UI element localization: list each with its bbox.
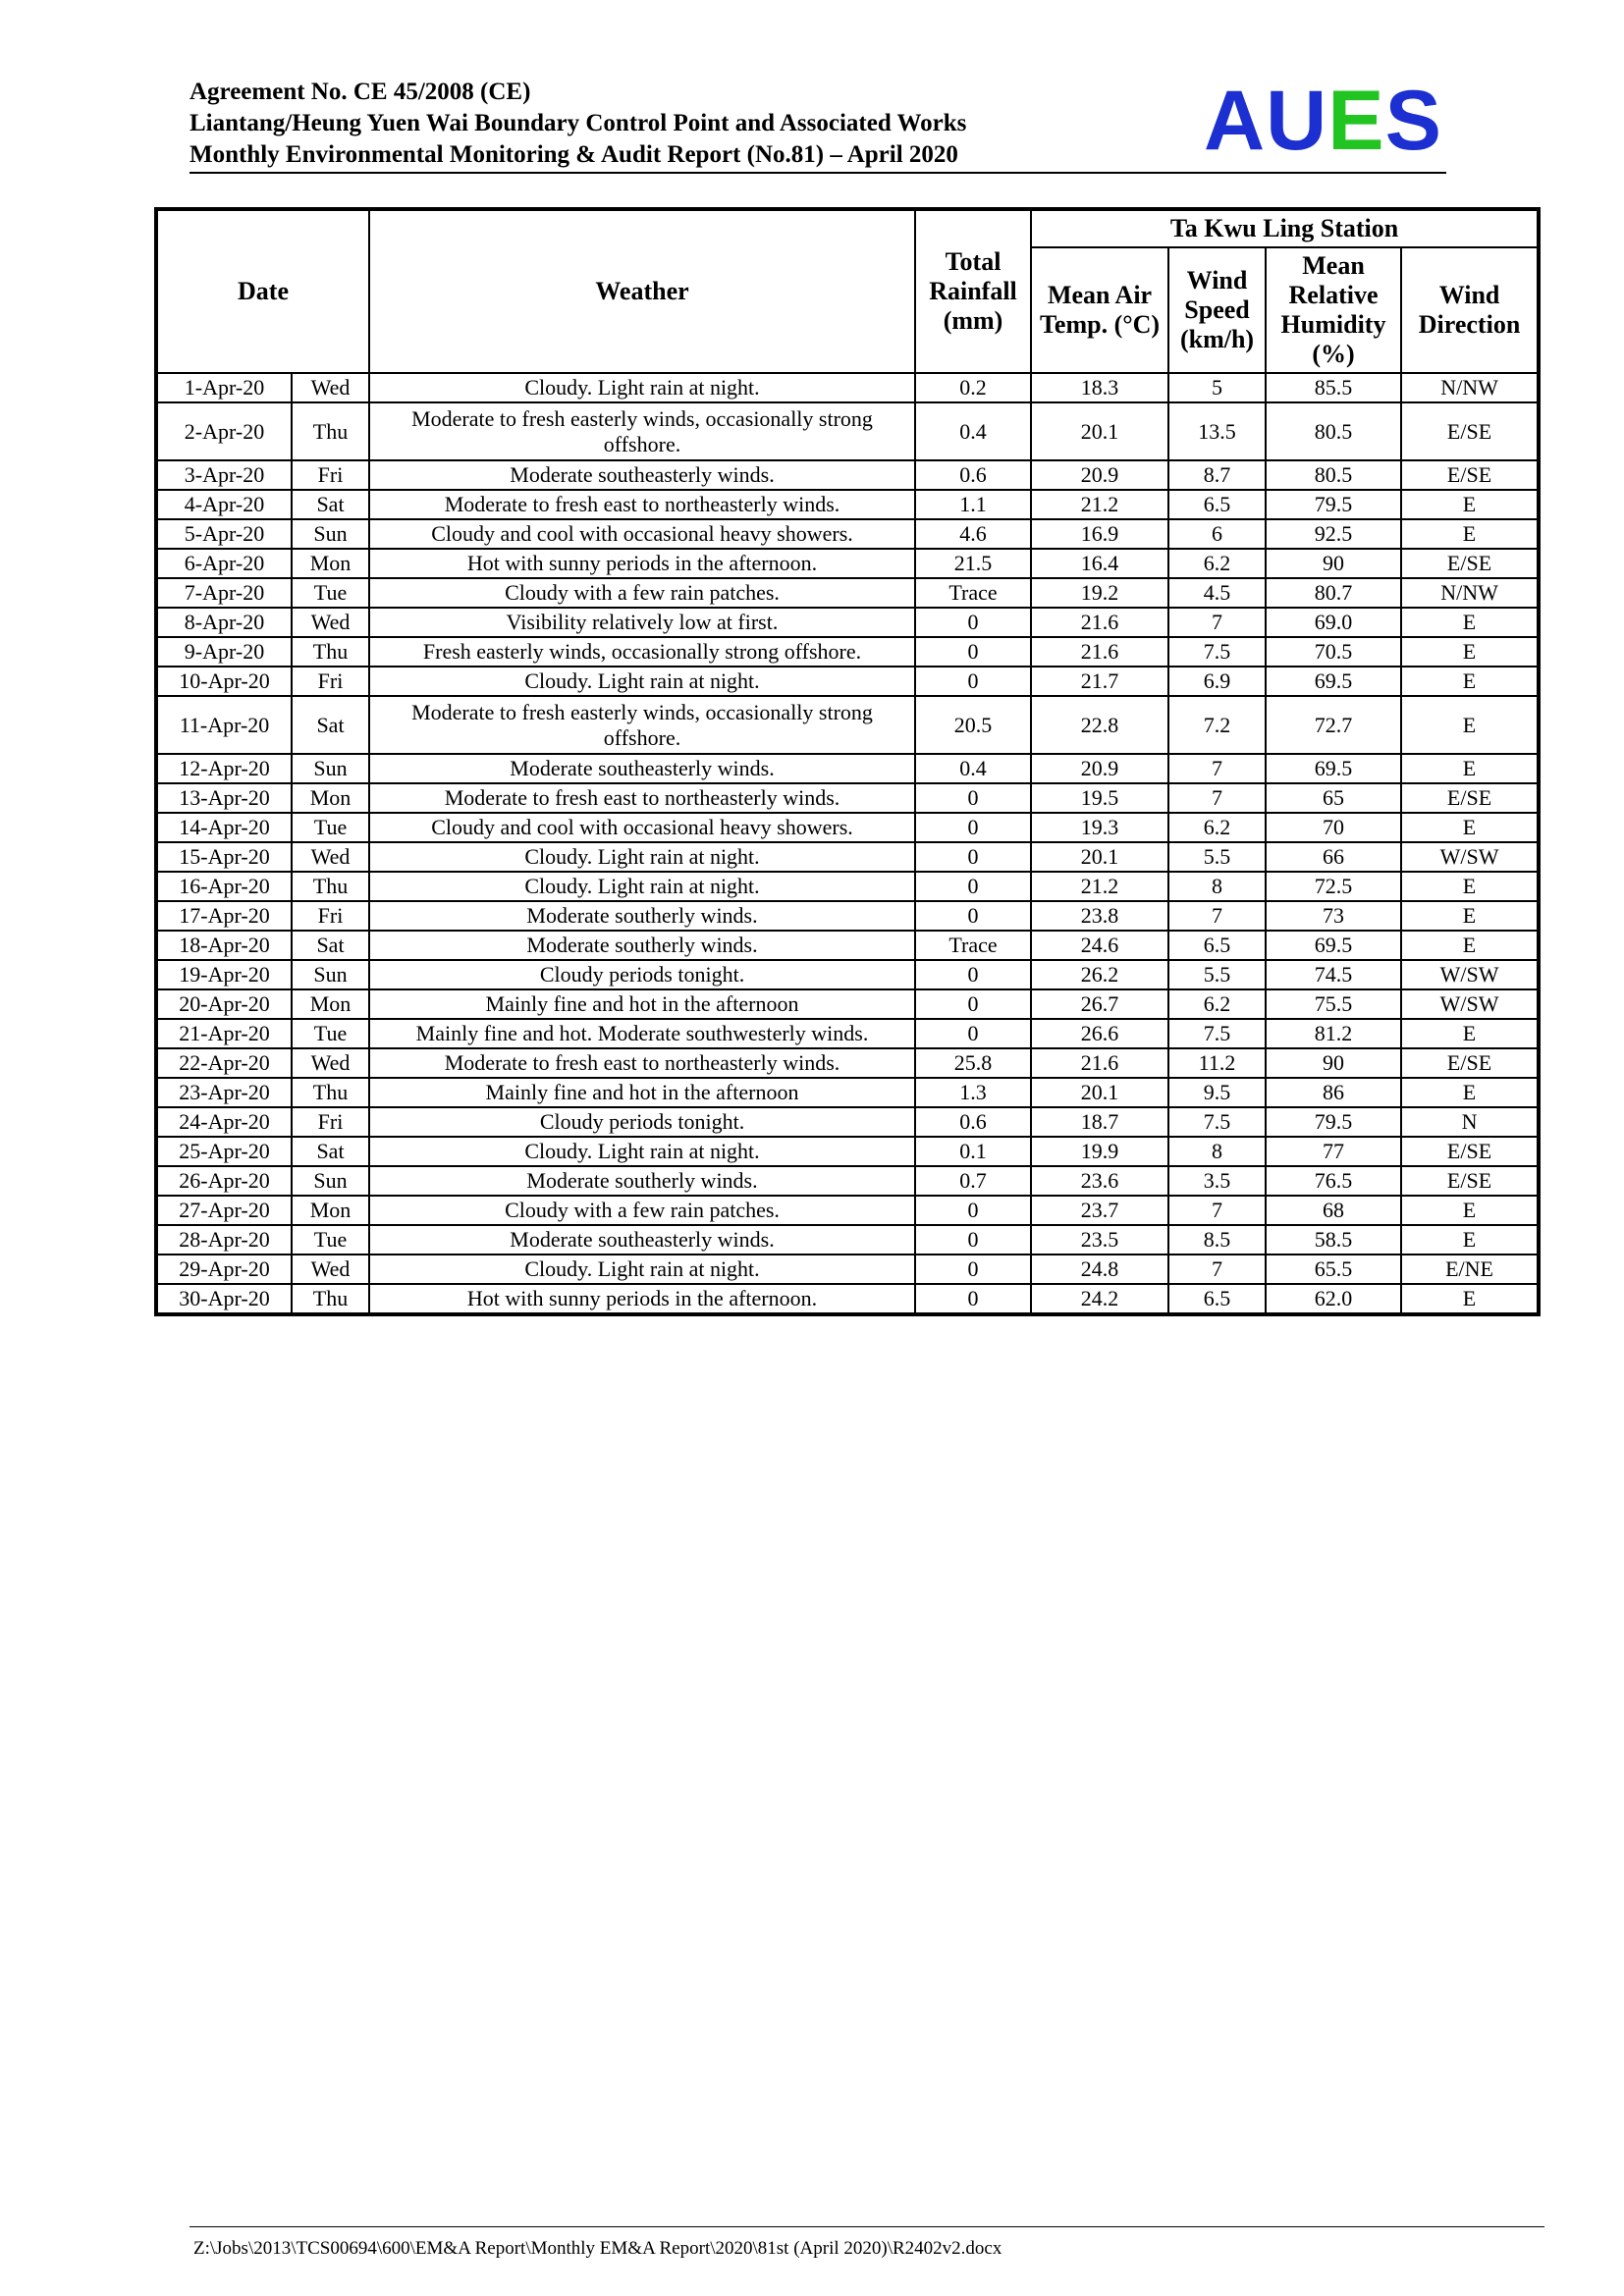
weather-cell: Moderate southerly winds. <box>369 1166 915 1196</box>
day-cell: Tue <box>292 1225 369 1255</box>
rainfall-cell: 0 <box>915 1225 1031 1255</box>
table-row <box>156 490 1539 519</box>
table-row <box>156 1196 1539 1225</box>
rainfall-cell: Trace <box>915 931 1031 960</box>
date-cell: 10-Apr-20 <box>156 667 292 696</box>
report-title: Monthly Environmental Monitoring & Audit Report (No.81) – April 2020 <box>189 141 958 168</box>
wind-speed-cell: 7 <box>1168 1255 1266 1284</box>
date-cell: 18-Apr-20 <box>156 931 292 960</box>
wind-speed-cell: 7 <box>1168 901 1266 931</box>
table-row <box>156 1078 1539 1107</box>
humidity-cell: 80.7 <box>1266 578 1401 608</box>
file-path: Z:\Jobs\2013\TCS00694\600\EM&A Report\Monthly EM&A Report\2020\81st (April 2020)\R2402v2.docx <box>193 2238 1002 2259</box>
humidity-cell: 80.5 <box>1266 460 1401 490</box>
day-cell: Wed <box>292 373 369 402</box>
wind-speed-cell: 5 <box>1168 373 1266 402</box>
rainfall-cell: 0 <box>915 1019 1031 1048</box>
date-cell: 29-Apr-20 <box>156 1255 292 1284</box>
weather-cell: Cloudy periods tonight. <box>369 960 915 989</box>
header-wind-direction: Wind Direction <box>1401 247 1539 373</box>
table-row <box>156 460 1539 490</box>
wind-speed-cell: 3.5 <box>1168 1166 1266 1196</box>
temp-cell: 21.6 <box>1031 1048 1168 1078</box>
table-row <box>156 989 1539 1019</box>
rainfall-cell: 0.6 <box>915 460 1031 490</box>
wind-speed-cell: 8 <box>1168 872 1266 901</box>
wind-speed-cell: 6.2 <box>1168 549 1266 578</box>
aues-logo: AUES <box>1204 74 1442 168</box>
wind-speed-cell: 7.2 <box>1168 696 1266 754</box>
date-cell: 25-Apr-20 <box>156 1137 292 1166</box>
day-cell: Tue <box>292 578 369 608</box>
table-row <box>156 931 1539 960</box>
day-cell: Tue <box>292 1019 369 1048</box>
humidity-cell: 74.5 <box>1266 960 1401 989</box>
wind-direction-cell: E <box>1401 1019 1539 1048</box>
wind-speed-cell: 7 <box>1168 783 1266 813</box>
wind-direction-cell: E <box>1401 813 1539 842</box>
wind-direction-cell: E <box>1401 667 1539 696</box>
wind-direction-cell: N/NW <box>1401 373 1539 402</box>
weather-cell: Cloudy with a few rain patches. <box>369 578 915 608</box>
table-row <box>156 1107 1539 1137</box>
wind-speed-cell: 4.5 <box>1168 578 1266 608</box>
day-cell: Mon <box>292 989 369 1019</box>
humidity-cell: 80.5 <box>1266 402 1401 460</box>
table-body <box>156 373 1539 1314</box>
humidity-cell: 85.5 <box>1266 373 1401 402</box>
rainfall-cell: 0 <box>915 1284 1031 1314</box>
wind-speed-cell: 13.5 <box>1168 402 1266 460</box>
date-cell: 11-Apr-20 <box>156 696 292 754</box>
rainfall-cell: Trace <box>915 578 1031 608</box>
temp-cell: 21.6 <box>1031 608 1168 637</box>
header-station: Ta Kwu Ling Station <box>1031 209 1539 247</box>
rainfall-cell: 0.6 <box>915 1107 1031 1137</box>
footer-rule <box>189 2226 1544 2227</box>
wind-speed-cell: 7 <box>1168 1196 1266 1225</box>
wind-speed-cell: 6.2 <box>1168 813 1266 842</box>
table-row <box>156 667 1539 696</box>
date-cell: 14-Apr-20 <box>156 813 292 842</box>
rainfall-cell: 0.1 <box>915 1137 1031 1166</box>
weather-cell: Cloudy. Light rain at night. <box>369 872 915 901</box>
table-row <box>156 402 1539 460</box>
day-cell: Mon <box>292 783 369 813</box>
weather-cell: Cloudy. Light rain at night. <box>369 667 915 696</box>
wind-direction-cell: E <box>1401 696 1539 754</box>
temp-cell: 20.1 <box>1031 842 1168 872</box>
header-rule <box>189 172 1446 174</box>
humidity-cell: 70.5 <box>1266 637 1401 667</box>
temp-cell: 26.2 <box>1031 960 1168 989</box>
weather-cell: Moderate to fresh easterly winds, occasionally strong offshore. <box>369 696 915 754</box>
weather-cell: Cloudy. Light rain at night. <box>369 1137 915 1166</box>
rainfall-cell: 0.4 <box>915 754 1031 783</box>
weather-table <box>154 207 1541 1316</box>
temp-cell: 21.2 <box>1031 872 1168 901</box>
wind-speed-cell: 8 <box>1168 1137 1266 1166</box>
weather-cell: Moderate to fresh easterly winds, occasionally strong offshore. <box>369 402 915 460</box>
humidity-cell: 79.5 <box>1266 1107 1401 1137</box>
rainfall-cell: 0 <box>915 901 1031 931</box>
humidity-cell: 65.5 <box>1266 1255 1401 1284</box>
humidity-cell: 65 <box>1266 783 1401 813</box>
day-cell: Sat <box>292 931 369 960</box>
date-cell: 26-Apr-20 <box>156 1166 292 1196</box>
wind-speed-cell: 6.9 <box>1168 667 1266 696</box>
rainfall-cell: 0 <box>915 783 1031 813</box>
header-rainfall: Total Rainfall (mm) <box>915 209 1031 373</box>
date-cell: 9-Apr-20 <box>156 637 292 667</box>
date-cell: 20-Apr-20 <box>156 989 292 1019</box>
rainfall-cell: 0.7 <box>915 1166 1031 1196</box>
table-row <box>156 519 1539 549</box>
weather-cell: Cloudy. Light rain at night. <box>369 842 915 872</box>
wind-speed-cell: 6.2 <box>1168 989 1266 1019</box>
wind-direction-cell: E <box>1401 490 1539 519</box>
date-cell: 1-Apr-20 <box>156 373 292 402</box>
day-cell: Sun <box>292 754 369 783</box>
header-temp: Mean Air Temp. (°C) <box>1031 247 1168 373</box>
wind-direction-cell: E <box>1401 637 1539 667</box>
temp-cell: 22.8 <box>1031 696 1168 754</box>
wind-direction-cell: E/SE <box>1401 783 1539 813</box>
temp-cell: 19.3 <box>1031 813 1168 842</box>
wind-direction-cell: E/SE <box>1401 402 1539 460</box>
day-cell: Sun <box>292 960 369 989</box>
date-cell: 2-Apr-20 <box>156 402 292 460</box>
humidity-cell: 90 <box>1266 549 1401 578</box>
wind-speed-cell: 5.5 <box>1168 960 1266 989</box>
rainfall-cell: 0 <box>915 637 1031 667</box>
date-cell: 27-Apr-20 <box>156 1196 292 1225</box>
day-cell: Mon <box>292 549 369 578</box>
humidity-cell: 69.5 <box>1266 754 1401 783</box>
table-row <box>156 783 1539 813</box>
weather-cell: Cloudy and cool with occasional heavy showers. <box>369 813 915 842</box>
temp-cell: 20.1 <box>1031 402 1168 460</box>
day-cell: Wed <box>292 1255 369 1284</box>
day-cell: Thu <box>292 872 369 901</box>
weather-cell: Moderate southerly winds. <box>369 931 915 960</box>
day-cell: Fri <box>292 901 369 931</box>
wind-direction-cell: E <box>1401 1284 1539 1314</box>
day-cell: Thu <box>292 1284 369 1314</box>
day-cell: Mon <box>292 1196 369 1225</box>
temp-cell: 24.6 <box>1031 931 1168 960</box>
rainfall-cell: 0 <box>915 842 1031 872</box>
day-cell: Sun <box>292 1166 369 1196</box>
wind-speed-cell: 6 <box>1168 519 1266 549</box>
wind-direction-cell: E <box>1401 1196 1539 1225</box>
humidity-cell: 69.5 <box>1266 667 1401 696</box>
date-cell: 12-Apr-20 <box>156 754 292 783</box>
temp-cell: 23.6 <box>1031 1166 1168 1196</box>
date-cell: 16-Apr-20 <box>156 872 292 901</box>
temp-cell: 23.8 <box>1031 901 1168 931</box>
humidity-cell: 75.5 <box>1266 989 1401 1019</box>
wind-direction-cell: E/SE <box>1401 1137 1539 1166</box>
rainfall-cell: 0 <box>915 1255 1031 1284</box>
humidity-cell: 66 <box>1266 842 1401 872</box>
wind-speed-cell: 8.5 <box>1168 1225 1266 1255</box>
day-cell: Thu <box>292 1078 369 1107</box>
temp-cell: 19.5 <box>1031 783 1168 813</box>
temp-cell: 19.2 <box>1031 578 1168 608</box>
rainfall-cell: 21.5 <box>915 549 1031 578</box>
wind-direction-cell: W/SW <box>1401 989 1539 1019</box>
wind-direction-cell: E <box>1401 931 1539 960</box>
date-cell: 15-Apr-20 <box>156 842 292 872</box>
table-row <box>156 549 1539 578</box>
humidity-cell: 76.5 <box>1266 1166 1401 1196</box>
wind-speed-cell: 11.2 <box>1168 1048 1266 1078</box>
rainfall-cell: 0 <box>915 989 1031 1019</box>
weather-cell: Moderate southeasterly winds. <box>369 460 915 490</box>
temp-cell: 26.7 <box>1031 989 1168 1019</box>
wind-speed-cell: 7 <box>1168 754 1266 783</box>
table-row <box>156 872 1539 901</box>
weather-cell: Cloudy. Light rain at night. <box>369 1255 915 1284</box>
day-cell: Fri <box>292 1107 369 1137</box>
table-row <box>156 1019 1539 1048</box>
weather-cell: Cloudy and cool with occasional heavy showers. <box>369 519 915 549</box>
weather-cell: Moderate to fresh east to northeasterly winds. <box>369 783 915 813</box>
day-cell: Sat <box>292 490 369 519</box>
temp-cell: 23.5 <box>1031 1225 1168 1255</box>
weather-cell: Moderate to fresh east to northeasterly winds. <box>369 490 915 519</box>
weather-cell: Cloudy. Light rain at night. <box>369 373 915 402</box>
table-row <box>156 754 1539 783</box>
table-row <box>156 960 1539 989</box>
weather-cell: Mainly fine and hot in the afternoon <box>369 989 915 1019</box>
date-cell: 19-Apr-20 <box>156 960 292 989</box>
humidity-cell: 68 <box>1266 1196 1401 1225</box>
temp-cell: 18.3 <box>1031 373 1168 402</box>
wind-direction-cell: E <box>1401 1078 1539 1107</box>
header-humidity: Mean Relative Humidity (%) <box>1266 247 1401 373</box>
rainfall-cell: 0 <box>915 960 1031 989</box>
wind-direction-cell: E <box>1401 1225 1539 1255</box>
temp-cell: 19.9 <box>1031 1137 1168 1166</box>
day-cell: Wed <box>292 1048 369 1078</box>
day-cell: Sat <box>292 696 369 754</box>
rainfall-cell: 0.2 <box>915 373 1031 402</box>
humidity-cell: 73 <box>1266 901 1401 931</box>
day-cell: Sat <box>292 1137 369 1166</box>
day-cell: Fri <box>292 667 369 696</box>
weather-cell: Mainly fine and hot in the afternoon <box>369 1078 915 1107</box>
humidity-cell: 58.5 <box>1266 1225 1401 1255</box>
rainfall-cell: 0.4 <box>915 402 1031 460</box>
humidity-cell: 69.5 <box>1266 931 1401 960</box>
date-cell: 4-Apr-20 <box>156 490 292 519</box>
rainfall-cell: 1.1 <box>915 490 1031 519</box>
weather-cell: Moderate southeasterly winds. <box>369 754 915 783</box>
wind-direction-cell: N <box>1401 1107 1539 1137</box>
header-date: Date <box>156 209 369 373</box>
table-row <box>156 1255 1539 1284</box>
date-cell: 5-Apr-20 <box>156 519 292 549</box>
temp-cell: 20.9 <box>1031 460 1168 490</box>
weather-cell: Cloudy periods tonight. <box>369 1107 915 1137</box>
rainfall-cell: 0 <box>915 872 1031 901</box>
wind-direction-cell: E <box>1401 519 1539 549</box>
weather-cell: Moderate to fresh east to northeasterly winds. <box>369 1048 915 1078</box>
table-row <box>156 637 1539 667</box>
date-cell: 6-Apr-20 <box>156 549 292 578</box>
temp-cell: 18.7 <box>1031 1107 1168 1137</box>
wind-direction-cell: E <box>1401 872 1539 901</box>
date-cell: 17-Apr-20 <box>156 901 292 931</box>
day-cell: Wed <box>292 608 369 637</box>
date-cell: 8-Apr-20 <box>156 608 292 637</box>
temp-cell: 23.7 <box>1031 1196 1168 1225</box>
wind-speed-cell: 5.5 <box>1168 842 1266 872</box>
temp-cell: 24.8 <box>1031 1255 1168 1284</box>
rainfall-cell: 0 <box>915 1196 1031 1225</box>
humidity-cell: 81.2 <box>1266 1019 1401 1048</box>
date-cell: 13-Apr-20 <box>156 783 292 813</box>
humidity-cell: 90 <box>1266 1048 1401 1078</box>
table-row <box>156 578 1539 608</box>
temp-cell: 20.9 <box>1031 754 1168 783</box>
wind-speed-cell: 6.5 <box>1168 490 1266 519</box>
project-title: Liantang/Heung Yuen Wai Boundary Control Point and Associated Works <box>189 110 967 136</box>
day-cell: Thu <box>292 402 369 460</box>
rainfall-cell: 0 <box>915 608 1031 637</box>
weather-cell: Moderate southeasterly winds. <box>369 1225 915 1255</box>
day-cell: Wed <box>292 842 369 872</box>
agreement-number: Agreement No. CE 45/2008 (CE) <box>189 79 531 105</box>
day-cell: Fri <box>292 460 369 490</box>
table-row <box>156 842 1539 872</box>
wind-speed-cell: 8.7 <box>1168 460 1266 490</box>
humidity-cell: 92.5 <box>1266 519 1401 549</box>
wind-direction-cell: W/SW <box>1401 842 1539 872</box>
date-cell: 23-Apr-20 <box>156 1078 292 1107</box>
weather-cell: Moderate southerly winds. <box>369 901 915 931</box>
table-row <box>156 696 1539 754</box>
weather-cell: Hot with sunny periods in the afternoon. <box>369 549 915 578</box>
table-row <box>156 1225 1539 1255</box>
temp-cell: 16.4 <box>1031 549 1168 578</box>
date-cell: 7-Apr-20 <box>156 578 292 608</box>
wind-direction-cell: E/SE <box>1401 1166 1539 1196</box>
wind-direction-cell: E/SE <box>1401 460 1539 490</box>
wind-speed-cell: 9.5 <box>1168 1078 1266 1107</box>
rainfall-cell: 20.5 <box>915 696 1031 754</box>
wind-speed-cell: 7 <box>1168 608 1266 637</box>
wind-direction-cell: W/SW <box>1401 960 1539 989</box>
table-row <box>156 373 1539 402</box>
humidity-cell: 72.5 <box>1266 872 1401 901</box>
weather-cell: Mainly fine and hot. Moderate southwesterly winds. <box>369 1019 915 1048</box>
header-wind-speed: Wind Speed (km/h) <box>1168 247 1266 373</box>
table-row <box>156 1166 1539 1196</box>
day-cell: Sun <box>292 519 369 549</box>
weather-cell: Visibility relatively low at first. <box>369 608 915 637</box>
weather-cell: Hot with sunny periods in the afternoon. <box>369 1284 915 1314</box>
wind-direction-cell: E/SE <box>1401 549 1539 578</box>
wind-direction-cell: E <box>1401 608 1539 637</box>
weather-cell: Cloudy with a few rain patches. <box>369 1196 915 1225</box>
date-cell: 28-Apr-20 <box>156 1225 292 1255</box>
table-row <box>156 608 1539 637</box>
wind-direction-cell: E/NE <box>1401 1255 1539 1284</box>
weather-cell: Fresh easterly winds, occasionally strong offshore. <box>369 637 915 667</box>
wind-direction-cell: E/SE <box>1401 1048 1539 1078</box>
rainfall-cell: 4.6 <box>915 519 1031 549</box>
rainfall-cell: 0 <box>915 667 1031 696</box>
date-cell: 22-Apr-20 <box>156 1048 292 1078</box>
day-cell: Tue <box>292 813 369 842</box>
humidity-cell: 70 <box>1266 813 1401 842</box>
humidity-cell: 77 <box>1266 1137 1401 1166</box>
humidity-cell: 79.5 <box>1266 490 1401 519</box>
date-cell: 21-Apr-20 <box>156 1019 292 1048</box>
temp-cell: 20.1 <box>1031 1078 1168 1107</box>
wind-direction-cell: E <box>1401 754 1539 783</box>
humidity-cell: 62.0 <box>1266 1284 1401 1314</box>
date-cell: 24-Apr-20 <box>156 1107 292 1137</box>
date-cell: 30-Apr-20 <box>156 1284 292 1314</box>
wind-direction-cell: N/NW <box>1401 578 1539 608</box>
wind-speed-cell: 6.5 <box>1168 931 1266 960</box>
table-row <box>156 901 1539 931</box>
wind-speed-cell: 7.5 <box>1168 1019 1266 1048</box>
table-row <box>156 1048 1539 1078</box>
humidity-cell: 72.7 <box>1266 696 1401 754</box>
temp-cell: 24.2 <box>1031 1284 1168 1314</box>
temp-cell: 21.6 <box>1031 637 1168 667</box>
table-row <box>156 1284 1539 1314</box>
wind-speed-cell: 7.5 <box>1168 637 1266 667</box>
date-cell: 3-Apr-20 <box>156 460 292 490</box>
rainfall-cell: 25.8 <box>915 1048 1031 1078</box>
day-cell: Thu <box>292 637 369 667</box>
wind-speed-cell: 6.5 <box>1168 1284 1266 1314</box>
wind-direction-cell: E <box>1401 901 1539 931</box>
temp-cell: 21.2 <box>1031 490 1168 519</box>
wind-speed-cell: 7.5 <box>1168 1107 1266 1137</box>
temp-cell: 21.7 <box>1031 667 1168 696</box>
temp-cell: 16.9 <box>1031 519 1168 549</box>
humidity-cell: 86 <box>1266 1078 1401 1107</box>
humidity-cell: 69.0 <box>1266 608 1401 637</box>
header-weather: Weather <box>369 209 915 373</box>
rainfall-cell: 1.3 <box>915 1078 1031 1107</box>
table-row <box>156 813 1539 842</box>
table-row <box>156 1137 1539 1166</box>
rainfall-cell: 0 <box>915 813 1031 842</box>
temp-cell: 26.6 <box>1031 1019 1168 1048</box>
